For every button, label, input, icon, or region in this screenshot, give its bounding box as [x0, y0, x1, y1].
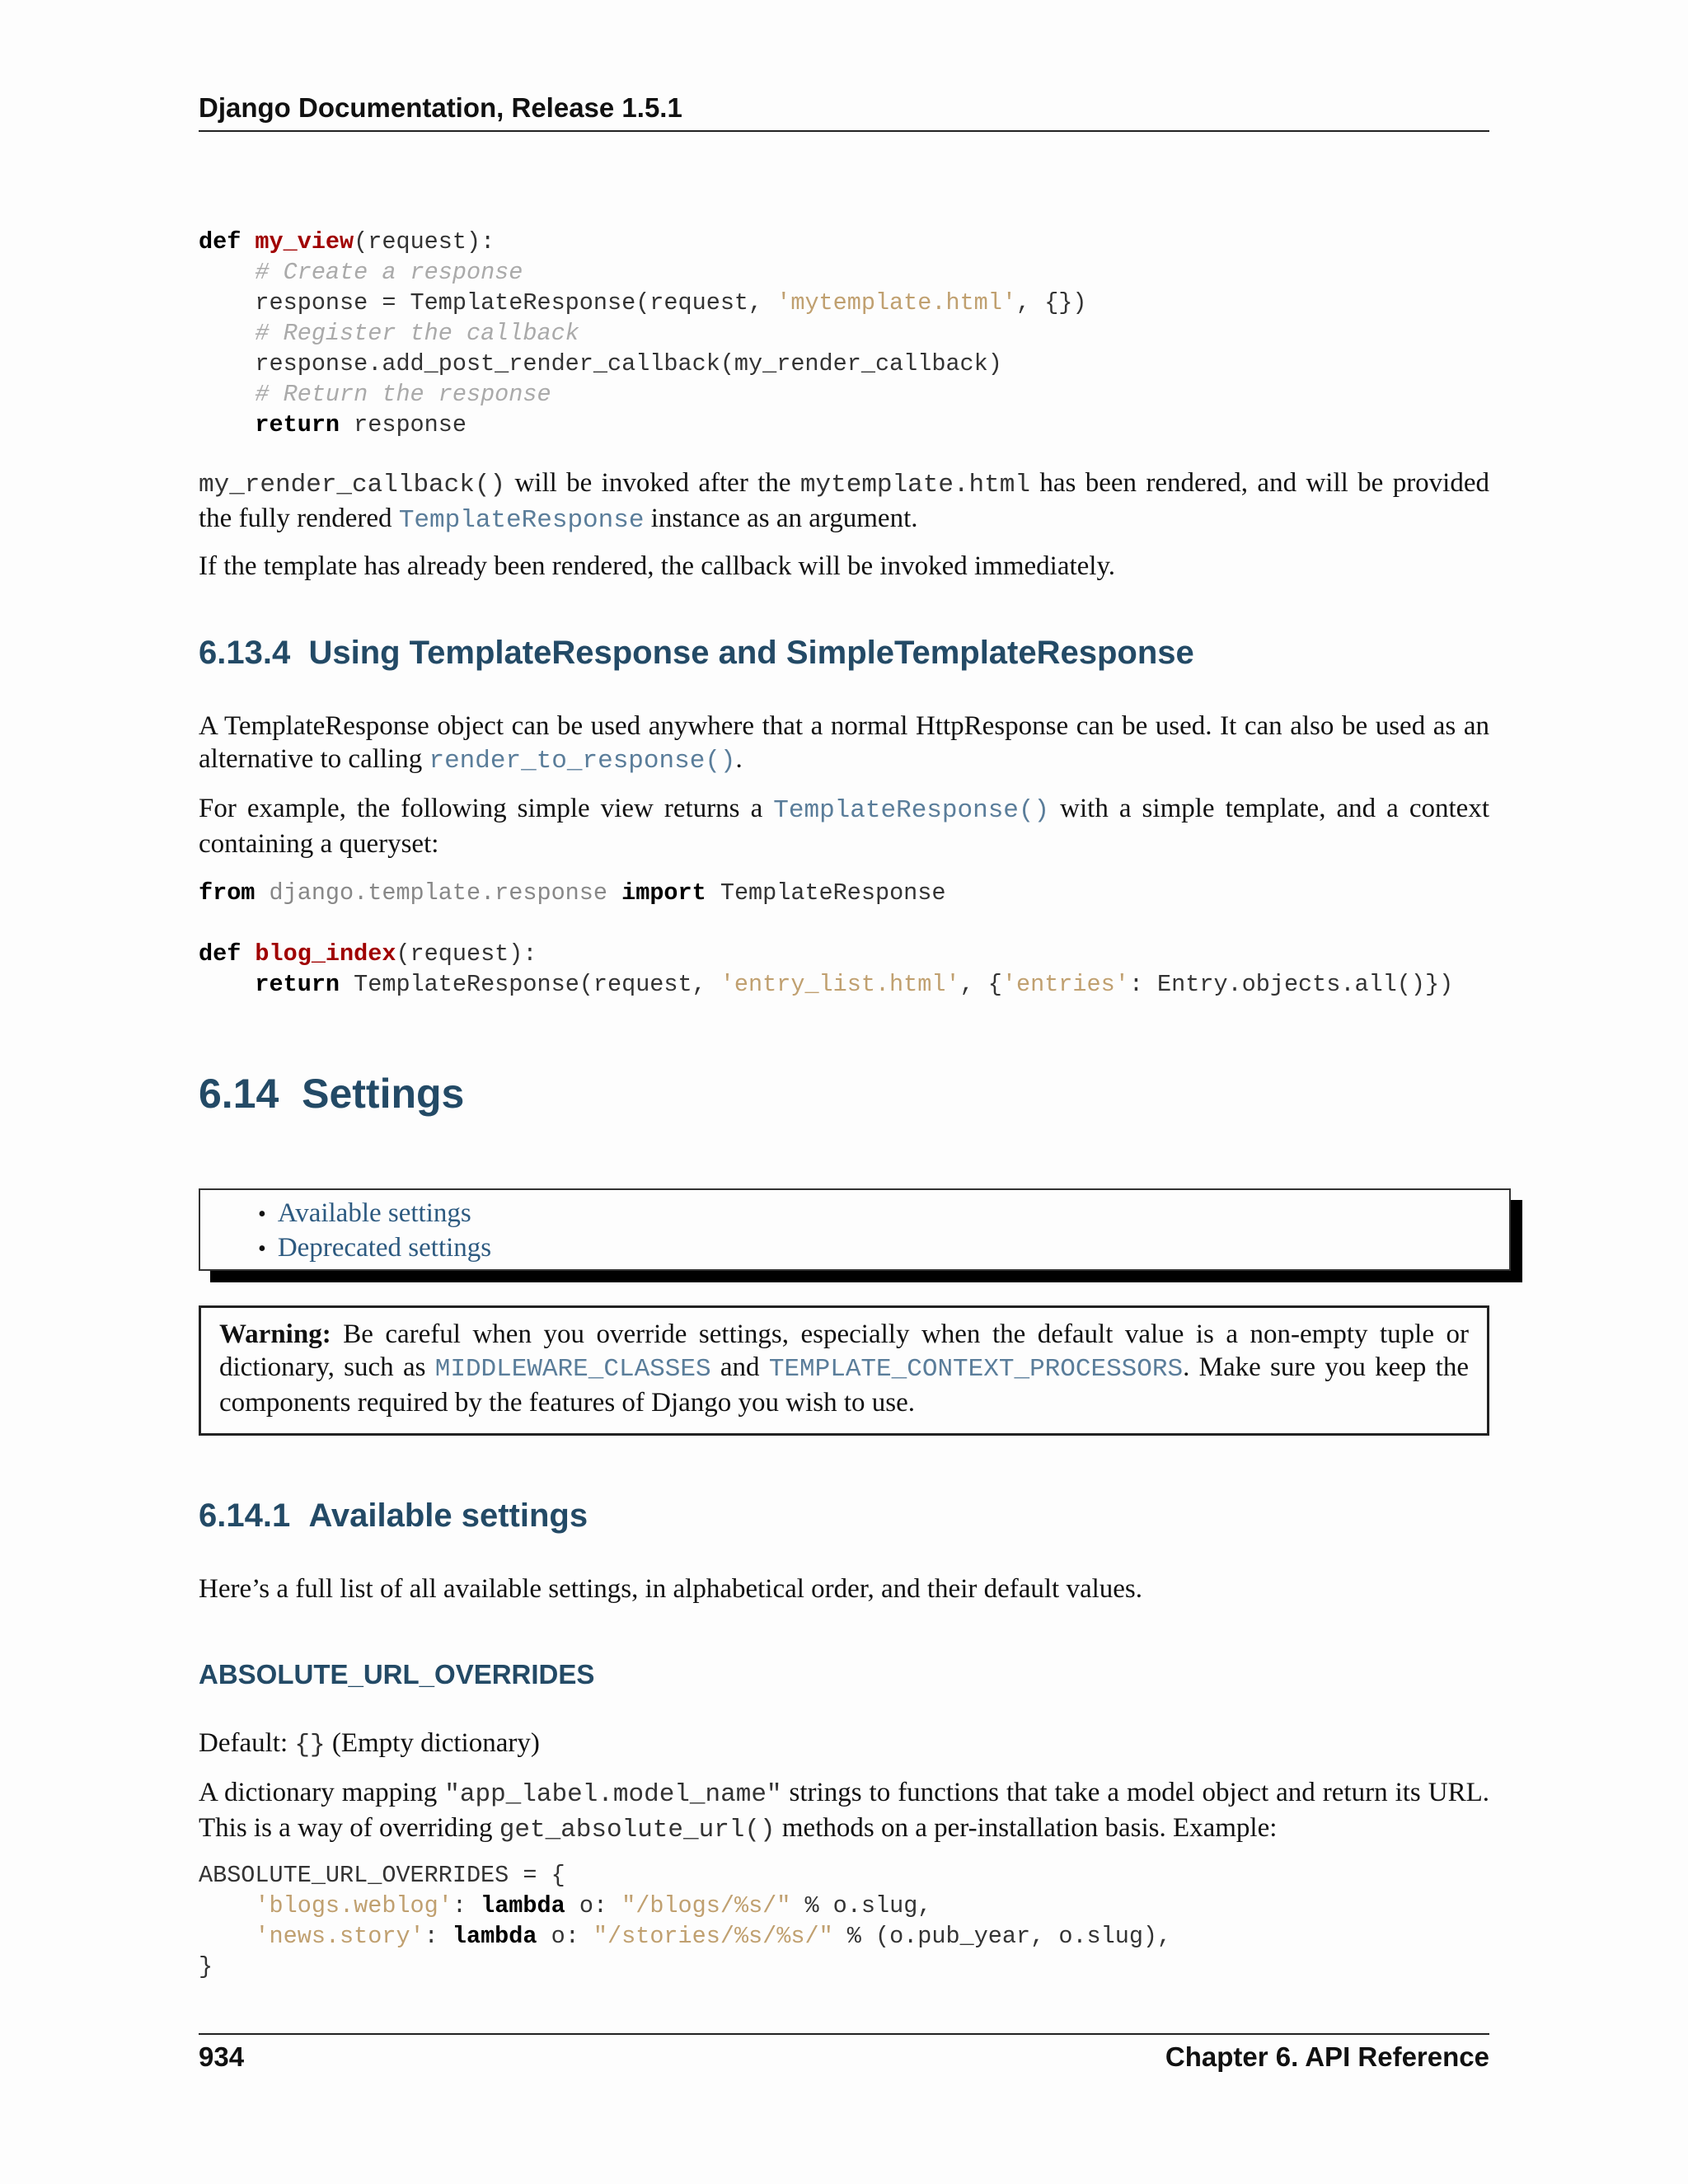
text: A TemplateResponse object can be used anywhere that a normal HttpResponse can be used. It can also be used as an alternative to calling: [199, 711, 1489, 774]
text: Be careful when you override settings, especially when the default value is a non-empty tuple or dictionary, such as: [219, 1319, 1469, 1382]
code-string: 'blogs.weblog': [255, 1892, 452, 1919]
code-string: "/stories/%s/%s/": [593, 1923, 833, 1950]
warning-label: Warning:: [219, 1319, 331, 1349]
paragraph-rendered: If the template has already been rendered, the callback will be invoked immediately.: [199, 551, 1116, 581]
link-templateresponse-call[interactable]: TemplateResponse(): [773, 796, 1050, 825]
code-keyword: return: [255, 971, 340, 998]
text: strings to functions that take a model object and return its URL. This is a way of overriding: [199, 1778, 1489, 1843]
section-title: Using TemplateResponse and SimpleTemplateResponse: [308, 635, 1194, 671]
page-number: 934: [199, 2041, 245, 2072]
text: has been rendered, and will be provided the fully rendered: [199, 468, 1489, 533]
code-keyword: from: [199, 879, 256, 907]
paragraph-dictionary-mapping: [199, 1776, 1489, 1847]
code-text: (request):: [354, 228, 495, 255]
section-number: 6.14: [199, 1071, 279, 1117]
text: A dictionary mapping: [199, 1778, 445, 1807]
bullet-icon: •: [258, 1202, 266, 1227]
code-text: response.add_post_render_callback(my_render_callback): [255, 350, 1002, 377]
toc-item-deprecated-settings[interactable]: [258, 1231, 491, 1266]
code-comment: # Create a response: [255, 259, 523, 286]
code-text: , {: [959, 971, 1002, 998]
text: with a simple template, and a context containing a queryset:: [199, 794, 1490, 859]
code-block-my-view: [199, 227, 1087, 440]
code-comment: # Return the response: [255, 381, 551, 408]
page-footer: [199, 2033, 1489, 2084]
link-template-context-processors[interactable]: TEMPLATE_CONTEXT_PROCESSORS: [768, 1355, 1184, 1384]
warning-text: [219, 1318, 1469, 1419]
code-keyword: return: [255, 411, 340, 438]
section-title: Available settings: [308, 1497, 588, 1534]
code-text: o:: [537, 1923, 593, 1950]
paragraph-example: [199, 792, 1489, 860]
toc-link[interactable]: Deprecated settings: [277, 1233, 492, 1263]
code-text: :: [452, 1892, 481, 1919]
toc-link[interactable]: Available settings: [277, 1198, 471, 1228]
code-block-blog-index: [199, 878, 1453, 1000]
toc-item-available-settings[interactable]: [258, 1197, 491, 1231]
paragraph-callback: [199, 466, 1489, 537]
code-module: django.template.response: [255, 879, 622, 907]
code-text: response: [340, 411, 467, 438]
code-text: TemplateResponse: [706, 879, 946, 907]
code-keyword: import: [621, 879, 706, 907]
toc-box: [199, 1188, 1511, 1271]
inline-code: my_render_callback(): [199, 471, 506, 499]
inline-code: {}: [294, 1731, 326, 1760]
text: instance as an argument.: [644, 504, 918, 533]
bullet-icon: •: [258, 1236, 266, 1262]
link-render-to-response[interactable]: render_to_response(): [429, 747, 736, 776]
text: .: [735, 744, 743, 774]
code-string: "/blogs/%s/": [621, 1892, 791, 1919]
code-text: : Entry.objects.all()}): [1128, 971, 1454, 998]
page-header: [199, 91, 1489, 132]
code-text: :: [424, 1923, 452, 1950]
code-text: }: [199, 1953, 213, 1980]
warning-box: [199, 1305, 1489, 1436]
default-value: [199, 1727, 1489, 1762]
code-string: 'entries': [1001, 971, 1129, 998]
text: methods on a per-installation basis. Example:: [775, 1813, 1278, 1843]
section-heading-6-14-1: [199, 1497, 588, 1535]
text: (Empty dictionary): [325, 1728, 540, 1758]
text: and: [710, 1352, 769, 1382]
text: Default:: [199, 1728, 295, 1758]
paragraph-settings-list: Here’s a full list of all available settings, in alphabetical order, and their default values.: [199, 1574, 1143, 1604]
section-title: Settings: [302, 1071, 465, 1117]
code-text: o:: [565, 1892, 622, 1919]
code-text: ABSOLUTE_URL_OVERRIDES = {: [199, 1862, 565, 1889]
setting-heading-absolute-url-overrides: ABSOLUTE_URL_OVERRIDES: [199, 1659, 595, 1690]
code-string: 'news.story': [255, 1923, 424, 1950]
section-number: 6.13.4: [199, 635, 291, 671]
header-title: Django Documentation, Release 1.5.1: [199, 92, 682, 123]
section-heading-6-14: [199, 1070, 464, 1118]
inline-code: "app_label.model_name": [444, 1780, 782, 1809]
code-keyword: def: [199, 940, 241, 968]
chapter-title: Chapter 6. API Reference: [1165, 2041, 1489, 2072]
code-function-name: blog_index: [255, 940, 396, 968]
link-templateresponse[interactable]: TemplateResponse: [398, 506, 645, 535]
code-keyword: lambda: [481, 1892, 565, 1919]
code-text: % (o.pub_year, o.slug),: [832, 1923, 1172, 1950]
code-text: % o.slug,: [790, 1892, 932, 1919]
code-keyword: lambda: [452, 1923, 537, 1950]
link-middleware-classes[interactable]: MIDDLEWARE_CLASSES: [434, 1355, 711, 1384]
section-number: 6.14.1: [199, 1497, 291, 1534]
code-string: 'entry_list.html': [720, 971, 960, 998]
code-text: (request):: [396, 940, 537, 968]
paragraph-templateresponse-usage: [199, 710, 1489, 778]
toc-list: [258, 1197, 491, 1266]
code-text: , {}): [1015, 289, 1087, 316]
page: [199, 0, 1489, 2184]
text: For example, the following simple view returns a: [199, 794, 774, 823]
code-text: response = TemplateResponse(request,: [255, 289, 777, 316]
inline-code: get_absolute_url(): [499, 1816, 776, 1844]
code-function-name: my_view: [255, 228, 354, 255]
code-block-absolute-url-overrides: [199, 1860, 1171, 1982]
code-string: 'mytemplate.html': [776, 289, 1016, 316]
inline-code: mytemplate.html: [799, 471, 1030, 499]
code-comment: # Register the callback: [255, 320, 579, 347]
section-heading-6-13-4: [199, 635, 1194, 672]
text: will be invoked after the: [505, 468, 800, 498]
text: . Make sure you keep the components required by the features of Django you wish to use.: [219, 1352, 1469, 1418]
code-keyword: def: [199, 228, 241, 255]
code-text: TemplateResponse(request,: [340, 971, 720, 998]
